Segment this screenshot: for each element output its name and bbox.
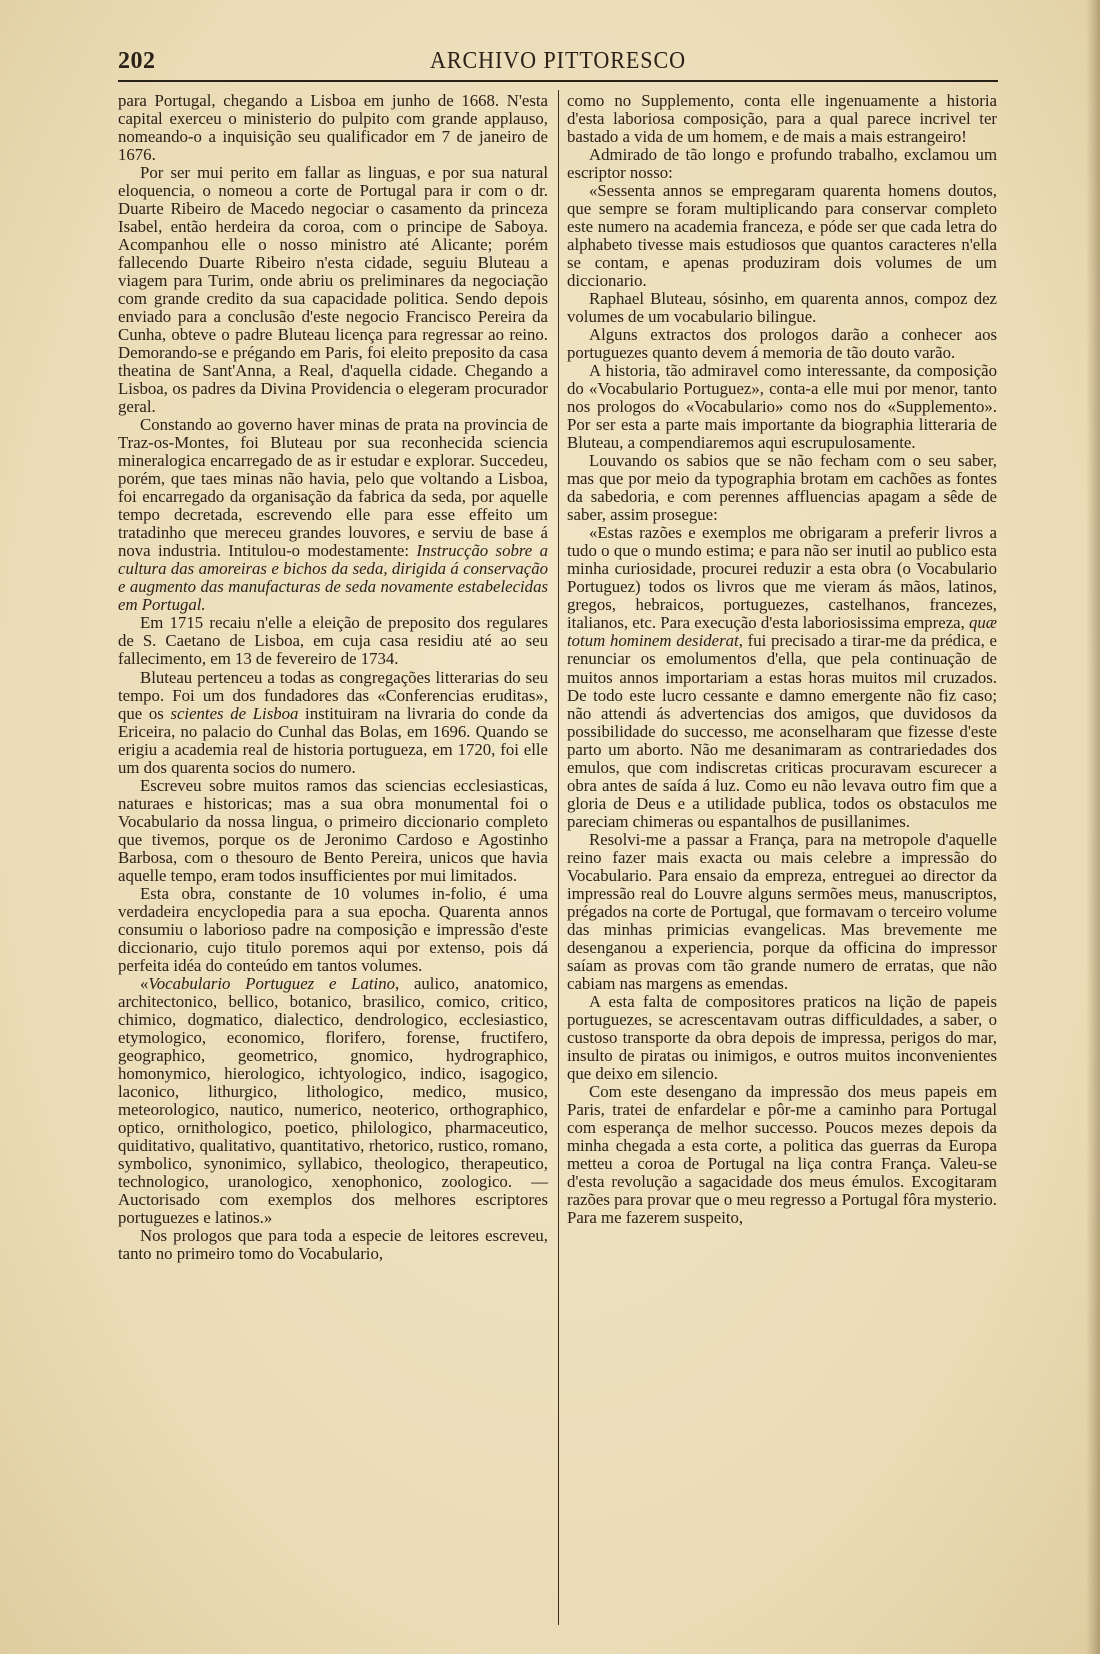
paragraph: Alguns extractos dos prologos darão a conhecer aos portuguezes quanto devem á memoria de tão douto varão. bbox=[567, 325, 997, 363]
page-header bbox=[118, 44, 998, 84]
paragraph: Admirado de tão longo e profundo trabalho, exclamou um escriptor nosso: bbox=[567, 145, 997, 183]
page-number: 202 bbox=[118, 48, 156, 74]
paragraph: como no Supplemento, conta elle ingenuamente a historia d'esta laboriosa composição, para a qual parece incrivel ter bastado a vida de um homem, e de mais a mais estrangeiro! bbox=[567, 91, 997, 147]
paragraph: Constando ao governo haver minas de prata na provincia de Traz-os-Montes, foi Bluteau por sua reconhecida sciencia mineralogica encarregado de as ir estudar e explorar. Succedeu, porém, que taes minas não havia, pelo que voltando a Lisboa, foi encarregado da organisação da fabrica da seda, por aquelle tempo decretada, escrevendo elle para esse effeito um tratadinho que mereceu grandes louvores, e serviu de base á nova industria. Intitulou-o modestamente: Instrucção sobre a cultura das amoreiras e bichos da seda, dirigida á conservação e augmento das manufacturas de seda novamente estabelecidas em Portugal. bbox=[118, 415, 548, 615]
header-rule bbox=[118, 80, 998, 82]
italic-title: Instrucção sobre a cultura das amoreiras e bichos da seda, dirigida á conservação e augmento das manufacturas de seda novamente estabelecidas em Portugal. bbox=[118, 541, 548, 615]
paragraph: «Vocabulario Portuguez e Latino, aulico, anatomico, architectonico, bellico, botanico, brasilico, comico, critico, chimico, dogmatico, dialectico, dendrologico, ecclesiastico, etymologico, economico, florifero, forense, fructifero, geographico, geometrico, gnomico, hydrographico, homonymico, hierologico, ichtyologico, indico, isagogico, laconico, lithurgico, lithologico, medico, musico, meteorologico, nautico, numerico, neoterico, orthographico, optico, ornithologico, poetico, philologico, pharmaceutico, quiditativo, qualitativo, quantitativo, rhetorico, rustico, romano, symbolico, synonimico, syllabico, theologico, therapeutico, technologico, uranologico, xenophonico, zoologico. — Auctorisado com exemplos dos melhores escriptores portuguezes e latinos.» bbox=[118, 973, 548, 1227]
italic-title: scientes de Lisboa bbox=[170, 703, 299, 723]
paragraph: «Estas razões e exemplos me obrigaram a preferir livros a tudo o que o mundo estima; e para não ser inutil ao publico esta minha curiosidade, procurei reduzir a esta obra (o Vocabulario Portuguez) todos os livros que me vieram ás mãos, latinos, gregos, hebraicos, portuguezes, castelhanos, francezes, italianos, etc. Para execução d'esta laboriosissima empreza, quæ totum hominem desiderat, fui precisado a tirar-me da prédica, e renunciar os emolumentos d'ella, que pela continuação de muitos annos importariam a estas horas muitos mil cruzados. De todo este lucro cessante e damno emergente não fiz caso; não attendi ás advertencias dos amigos, que duvidosos da possibilidade do successo, me aconselharam que fizesse d'este parto um aborto. Não me desanimaram as contrariedades dos emulos, que com indiscretas criticas procuravam escurecer a obra antes de saída á luz. Como eu não levava outro fim que a gloria de Deus e a utilidade publica, todos os obstaculos me pareciam chimeras ou espantalhos de pusillanimes. bbox=[567, 523, 998, 831]
paragraph: Louvando os sabios que se não fecham com o seu saber, mas que por meio da typographia brotam em cachões as fontes da sabedoria, e com perennes affluencias apagam a sêde de saber, assim prosegue: bbox=[567, 451, 997, 525]
paragraph: Resolvi-me a passar a França, para na metropole d'aquelle reino fazer mais exacta ou mais celebre a impressão do Vocabulario. Para ensaio da empreza, entreguei ao director da impressão real do Louvre alguns sermões meus, manuscriptos, prégados na corte de Portugal, que formavam o terceiro volume das minhas primicias evangelicas. Mas brevemente me desenganou a experiencia, porque da officina do impressor saíam as provas com tão grande numero de erratas, que não cabiam nas margens as emendas. bbox=[567, 829, 997, 993]
left-column bbox=[118, 92, 548, 1263]
paragraph: Nos prologos que para toda a especie de leitores escreveu, tanto no primeiro tomo do Vocabulario, bbox=[118, 1225, 548, 1263]
paragraph: Escreveu sobre muitos ramos das sciencias ecclesiasticas, naturaes e historicas; mas a sua obra monumental foi o Vocabulario da nossa lingua, o primeiro diccionario completo que tivemos, porque os de Jeronimo Cardoso e Agostinho Barbosa, com o thesouro de Bento Pereira, unicos que havia aquelle tempo, eram todos insufficientes por mui limitados. bbox=[118, 775, 548, 885]
paragraph: Raphael Bluteau, sósinho, em quarenta annos, compoz dez volumes de um vocabulario bilingue. bbox=[567, 289, 997, 327]
column-divider bbox=[558, 90, 559, 1625]
paragraph: A historia, tão admiravel como interessante, da composição do «Vocabulario Portuguez», conta-a elle mui por menor, tanto nos prologos do «Vocabulario» como nos do «Supplemento». Por ser esta a parte mais importante da biographia litteraria de Bluteau, a compendiaremos aqui escrupulosamente. bbox=[567, 361, 997, 453]
paragraph: para Portugal, chegando a Lisboa em junho de 1668. N'esta capital exerceu o ministerio do pulpito com grande applauso, nomeando-o a inquisição seu qualificador em 7 de janeiro de 1676. bbox=[118, 91, 548, 165]
binding-shadow bbox=[1086, 0, 1100, 1654]
paragraph: «Sessenta annos se empregaram quarenta homens doutos, que sempre se foram multiplicando para conservar completo este numero na academia franceza, e póde ser que cada letra do alphabeto tivesse mais estudiosos que quantos caracteres n'ella se contam, e apenas produziram dois volumes de um diccionario. bbox=[567, 181, 997, 291]
italic-title: Vocabulario Portuguez e Latino bbox=[148, 973, 395, 993]
paragraph: Em 1715 recaiu n'elle a eleição de preposito dos regulares de S. Caetano de Lisboa, em cuja casa residiu até ao seu fallecimento, em 13 de fevereiro de 1734. bbox=[118, 613, 548, 669]
paragraph: Esta obra, constante de 10 volumes in-folio, é uma verdadeira encyclopedia para a sua epocha. Quarenta annos consumiu o laborioso padre na composição e impressão d'este diccionario, cujo titulo poremos aqui por extenso, pois dá perfeita idéa do conteúdo em tantos volumes. bbox=[118, 883, 548, 975]
paragraph: A esta falta de compositores praticos na lição de papeis portuguezes, se acrescentavam outras difficuldades, a saber, o custoso transporte da obra depois de impressa, perigos do mar, insulto de piratas ou inimigos, e outros muitos inconvenientes que deixo em silencio. bbox=[567, 991, 997, 1083]
right-column bbox=[567, 92, 997, 1227]
italic-title: quæ totum hominem desiderat bbox=[567, 613, 997, 651]
paragraph: Com este desengano da impressão dos meus papeis em Paris, tratei de enfardelar e pôr-me a caminho para Portugal com esperança de melhor successo. Poucos mezes depois da minha chegada a esta corte, a politica das guerras da Europa metteu a coroa de Portugal na liça contra França. Valeu-se d'esta revolução a sagacidade dos meus émulos. Excogitaram razões para provar que o meu regresso a Portugal fôra mysterio. Para me fazerem suspeito, bbox=[567, 1081, 997, 1227]
running-title: ARCHIVO PITTORESCO bbox=[430, 48, 686, 74]
paragraph: Por ser mui perito em fallar as linguas, e por sua natural eloquencia, o nomeou a corte de Portugal para ir com o dr. Duarte Ribeiro de Macedo negociar o casamento da princeza Isabel, então herdeira da coroa, com o principe de Saboya. Acompanhou elle o nosso ministro até Alicante; porém fallecendo Duarte Ribeiro n'esta cidade, seguiu Bluteau a viagem para Turim, onde abriu os preliminares da negociação com grande credito da sua capacidade politica. Sendo depois enviado para a conclusão d'este negocio Francisco Pereira da Cunha, obteve o padre Bluteau licença para regressar ao reino. Demorando-se e prégando em Paris, foi eleito preposito da casa theatina de Sant'Anna, a Real, d'aquella cidade. Chegando a Lisboa, os padres da Divina Providencia o elegeram procurador geral. bbox=[118, 163, 548, 417]
paragraph: Bluteau pertenceu a todas as congregações litterarias do seu tempo. Foi um dos fundadores das «Conferencias eruditas», que os scientes de Lisboa instituiram na livraria do conde da Ericeira, no palacio do Cunhal das Bolas, em 1696. Quando se erigiu a academia real de historia portugueza, em 1720, foi elle um dos quarenta socios do numero. bbox=[118, 667, 548, 777]
